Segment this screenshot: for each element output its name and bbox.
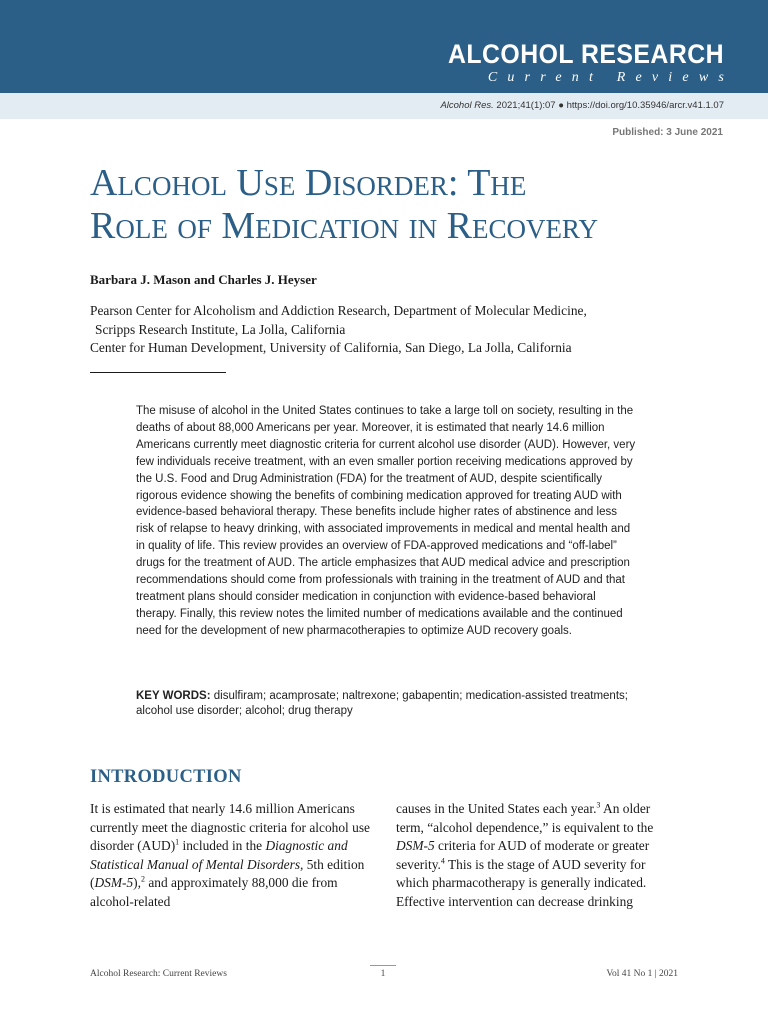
body-column-left: It is estimated that nearly 14.6 million Americans currently meet the diagnostic criteria for alcohol use disorder (AUD)$^1$ included in the Diagnostic and Statistical Manual of Mental Disorders, 5th edition (DSM-5),$^2$ and approximately 88,000 die from alcohol-related: [90, 801, 370, 909]
article-title: [90, 162, 730, 248]
keywords-label: KEY WORDS:: [136, 690, 211, 702]
body-column-right: causes in the United States each year.$^3$ An older term, “alcohol dependence,” is equivalent to the DSM-5 criteria for AUD of moderate or greater severity.$^4$ This is the stage of AUD severity for which pharmacotherapy is generally indicated. Effective intervention can decrease drinking: [396, 800, 654, 909]
section-heading-introduction: INTRODUCTION: [90, 767, 242, 787]
published-date: Published: 3 June 2021: [612, 127, 723, 138]
divider: [90, 372, 226, 373]
footer-volume: Vol 41 No 1 | 2021: [606, 969, 678, 979]
footnote-ref[interactable]: 3: [596, 800, 601, 810]
journal-logo: [424, 39, 734, 86]
affiliation-1-cont: Scripps Research Institute, La Jolla, California: [95, 321, 346, 337]
footnote-ref[interactable]: 2: [140, 874, 145, 884]
journal-subtitle: Current Reviews: [487, 70, 734, 85]
affiliations: [90, 302, 710, 358]
abstract: The misuse of alcohol in the United States continues to take a large toll on society, resulting in the deaths of about 88,000 Americans per year. Moreover, it is estimated that nearly 14.6 million Americans currently meet diagnostic criteria for current alcohol use disorder (AUD). However, very few individuals receive treatment, with an even smaller portion receiving medications approved by the U.S. Food and Drug Administration (FDA) for the treatment of AUD, despite scientifically rigorous evidence showing the benefits of combining medication approved for treating AUD with evidence-based behavioral therapy. These benefits include higher rates of abstinence and less risk of relapse to heavy drinking, with associated improvements in medical and mental health and in quality of life. This review provides an overview of FDA-approved medications and “off-label” drugs for the treatment of AUD. The article emphasizes that AUD medical advice and prescription recommendations should come from professionals with training in the treatment of AUD and that treatment plans should consider medication in conjunction with evidence-based behavioral therapy. Finally, this review notes the limited number of medications available and the continued need for the development of new pharmacotherapies to optimize AUD recovery goals.: [136, 405, 636, 637]
citation-doi[interactable]: 2021;41(1):07 ● https://doi.org/10.35946/arcr.v41.1.07: [493, 100, 724, 111]
authors: Barbara J. Mason and Charles J. Heyser: [90, 272, 317, 287]
footnote-ref[interactable]: 4: [440, 856, 445, 866]
page-number: 1: [370, 965, 396, 979]
title-line-1: Alcohol Use Disorder: The: [90, 162, 527, 204]
affiliation-2: Center for Human Development, University of California, San Diego, La Jolla, California: [90, 340, 572, 355]
keywords: [136, 689, 636, 719]
keywords-list: disulfiram; acamprosate; naltrexone; gabapentin; medication-assisted treatments; alcohol use disorder; alcohol; drug therapy: [136, 690, 628, 717]
footnote-ref[interactable]: 1: [175, 837, 180, 847]
affiliation-1: Pearson Center for Alcoholism and Addiction Research, Department of Molecular Medicine,: [90, 303, 587, 318]
journal-title: ALCOHOL RESEARCH: [447, 39, 724, 69]
title-line-2: Role of Medication in Recovery: [90, 205, 598, 247]
citation-journal: Alcohol Res.: [440, 100, 494, 111]
footer-journal: Alcohol Research: Current Reviews: [90, 969, 227, 979]
citation: [440, 100, 724, 111]
